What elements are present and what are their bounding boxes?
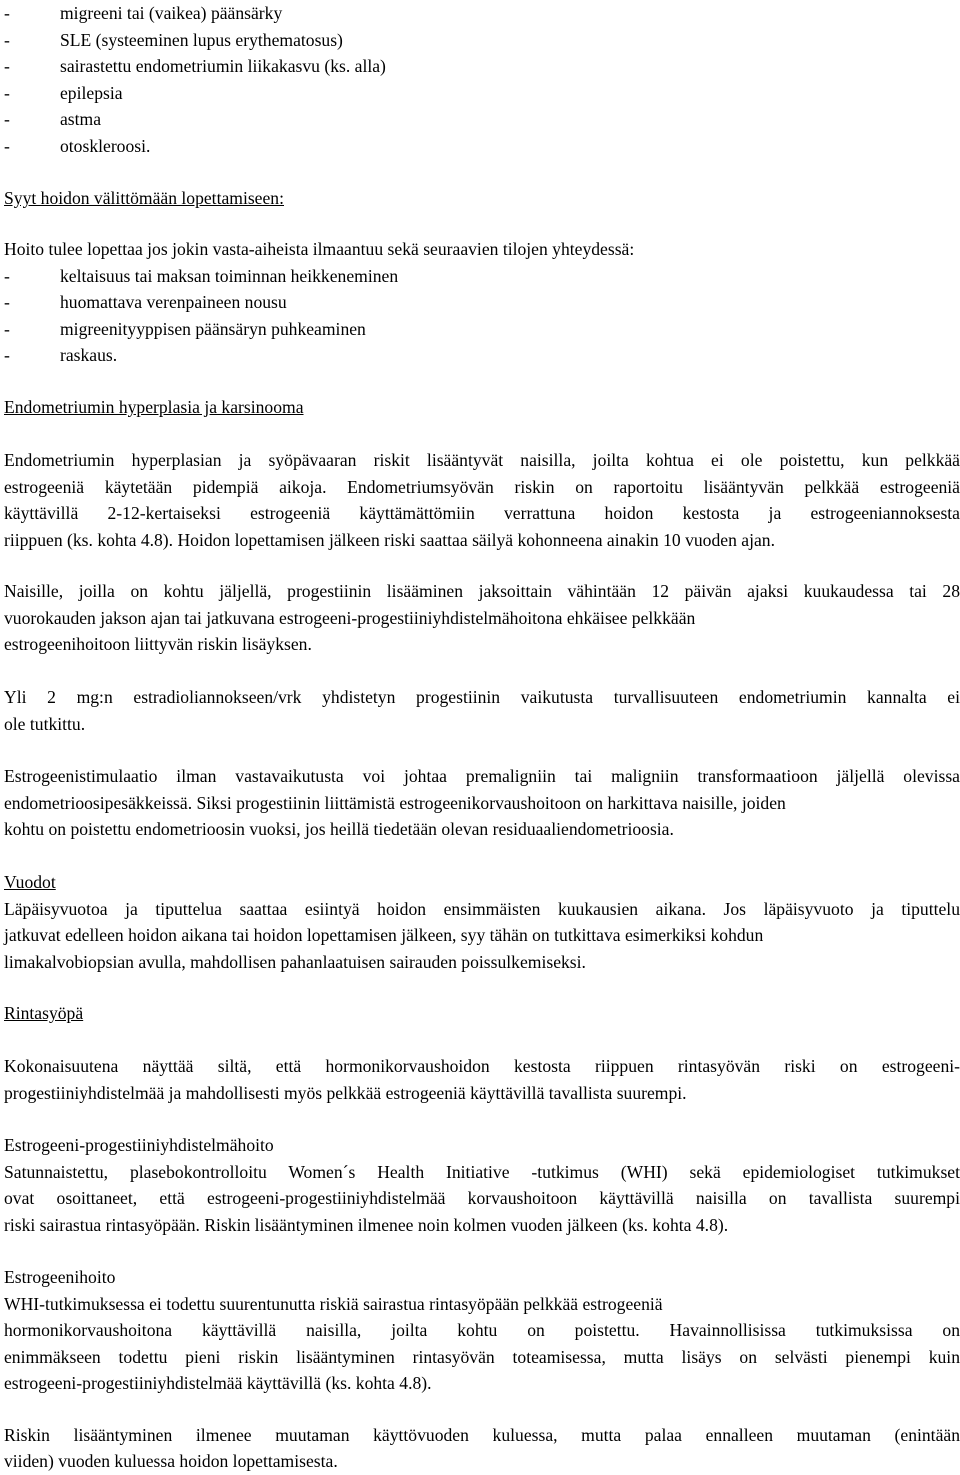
text-line: kohtu on poistettu endometrioosin vuoksi, jos heillä tiedetään olevan residuaaliendometrioosia. bbox=[4, 819, 674, 839]
text-line: riippuen (ks. kohta 4.8). Hoidon lopettamisen jälkeen riski saattaa säilyä kohonneena ainakin 10 vuoden ajan. bbox=[4, 529, 775, 550]
text-line: ole tutkittu. bbox=[4, 713, 86, 734]
text-line: Riskin lisääntyminen ilmenee muutaman käyttövuoden kuluessa, mutta palaa ennalleen muutaman (enintään bbox=[4, 1425, 960, 1445]
text-line: hormonikorvaushoitona käyttävillä naisilla, joilta kohtu on poistettu. Havainnollisissa tutkimuksissa on bbox=[4, 1320, 960, 1340]
text-line: enimmäkseen todettu pieni riskin lisääntyminen rintasyövän toteamisessa, mutta lisäys on selvästi pienempi kuin bbox=[4, 1346, 960, 1367]
text-line: WHI-tutkimuksessa ei todettu suurentunutta riskiä sairastua rintasyöpään pelkkää estrogeeniä bbox=[4, 1293, 663, 1314]
section-heading-endometrium: Endometriumin hyperplasia ja karsinooma bbox=[4, 397, 304, 417]
text-line: Läpäisyvuotoa ja tiputtelua saattaa esiintyä hoidon ensimmäisten kuukausien aikana. Jos läpäisyvuoto ja tiputtelu bbox=[4, 898, 960, 919]
text-line: Naisille, joilla on kohtu jäljellä, progestiinin lisääminen jaksoittain vähintään 12 päivän ajaksi kuukaudessa tai 28 bbox=[4, 581, 960, 601]
text-line: Endometriumin hyperplasian ja syöpävaaran riskit lisääntyvät naisilla, joilta kohtua ei ole poistettu, kun pelkkää bbox=[4, 450, 960, 470]
subheading-combination-therapy: Estrogeeni-progestiiniyhdistelmähoito bbox=[4, 1135, 274, 1155]
text-line: progestiiniyhdistelmää ja mahdollisesti myös pelkkää estrogeeniä käyttävillä tavallista suurempi. bbox=[4, 1082, 687, 1103]
text-line: estrogeenihoitoon liittyvän riskin lisäyksen. bbox=[4, 634, 312, 654]
text-line: riski sairastua rintasyöpään. Riskin lisääntyminen ilmenee noin kolmen vuoden jälkeen (ks. kohta 4.8). bbox=[4, 1214, 729, 1235]
text-line: käyttävillä 2-12-kertaiseksi estrogeeniä käyttämättömiin verrattuna hoidon kestosta ja estrogeeniannoksesta bbox=[4, 503, 960, 523]
section-heading-breast-cancer: Rintasyöpä bbox=[4, 1003, 84, 1023]
section-heading-stop-treatment: Syyt hoidon välittömään lopettamiseen: bbox=[4, 188, 284, 208]
text-line: jatkuvat edelleen hoidon aikana tai hoidon lopettamisen jälkeen, syy tähän on tutkittava esimerkiksi kohdun bbox=[4, 925, 764, 945]
text-line: estrogeeniä käytetään pidempiä aikoja. Endometriumsyövän riskin on raportoitu lisääntyvän pelkkää estrogeeniä bbox=[4, 476, 960, 497]
text-line: estrogeeni-progestiiniyhdistelmää käyttävillä (ks. kohta 4.8). bbox=[4, 1373, 432, 1393]
text-line: viiden) vuoden kuluessa hoidon lopettamisesta. bbox=[4, 1451, 338, 1471]
subheading-estrogen-therapy: Estrogeenihoito bbox=[4, 1267, 116, 1287]
text-line: ovat osoittaneet, että estrogeeni-progestiiniyhdistelmää korvaushoitoon käyttävillä naisilla on tavallista suurempi bbox=[4, 1188, 960, 1208]
paragraph: Hoito tulee lopettaa jos jokin vasta-aiheista ilmaantuu sekä seuraavien tilojen yhteydessä: bbox=[4, 239, 635, 259]
text-line: endometrioosipesäkkeissä. Siksi progestiinin liittämistä estrogeenikorvaushoitoon on harkittava naisille, joiden bbox=[4, 792, 786, 813]
text-line: vuorokauden jakson ajan tai jatkuvana estrogeeni-progestiiniyhdistelmähoitona ehkäisee pelkkään bbox=[4, 607, 696, 628]
text-line: Satunnaistettu, plasebokontrolloitu Women´s Health Initiative -tutkimus (WHI) sekä epidemiologiset tutkimukset bbox=[4, 1161, 960, 1182]
section-heading-bleeding: Vuodot bbox=[4, 872, 56, 892]
text-line: limakalvobiopsian avulla, mahdollisen pahanlaatuisen sairauden poissulkemiseksi. bbox=[4, 951, 586, 972]
text-line: Kokonaisuutena näyttää siltä, että hormonikorvaushoidon kestosta riippuen rintasyövän riski on estrogeeni- bbox=[4, 1056, 960, 1076]
text-line: Estrogeenistimulaatio ilman vastavaikutusta voi johtaa premaligniin tai maligniin transformaatioon jäljellä olevissa bbox=[4, 766, 960, 786]
text-line: Yli 2 mg:n estradioliannokseen/vrk yhdistetyn progestiinin vaikutusta turvallisuuteen endometriumin kannalta ei bbox=[4, 687, 960, 707]
